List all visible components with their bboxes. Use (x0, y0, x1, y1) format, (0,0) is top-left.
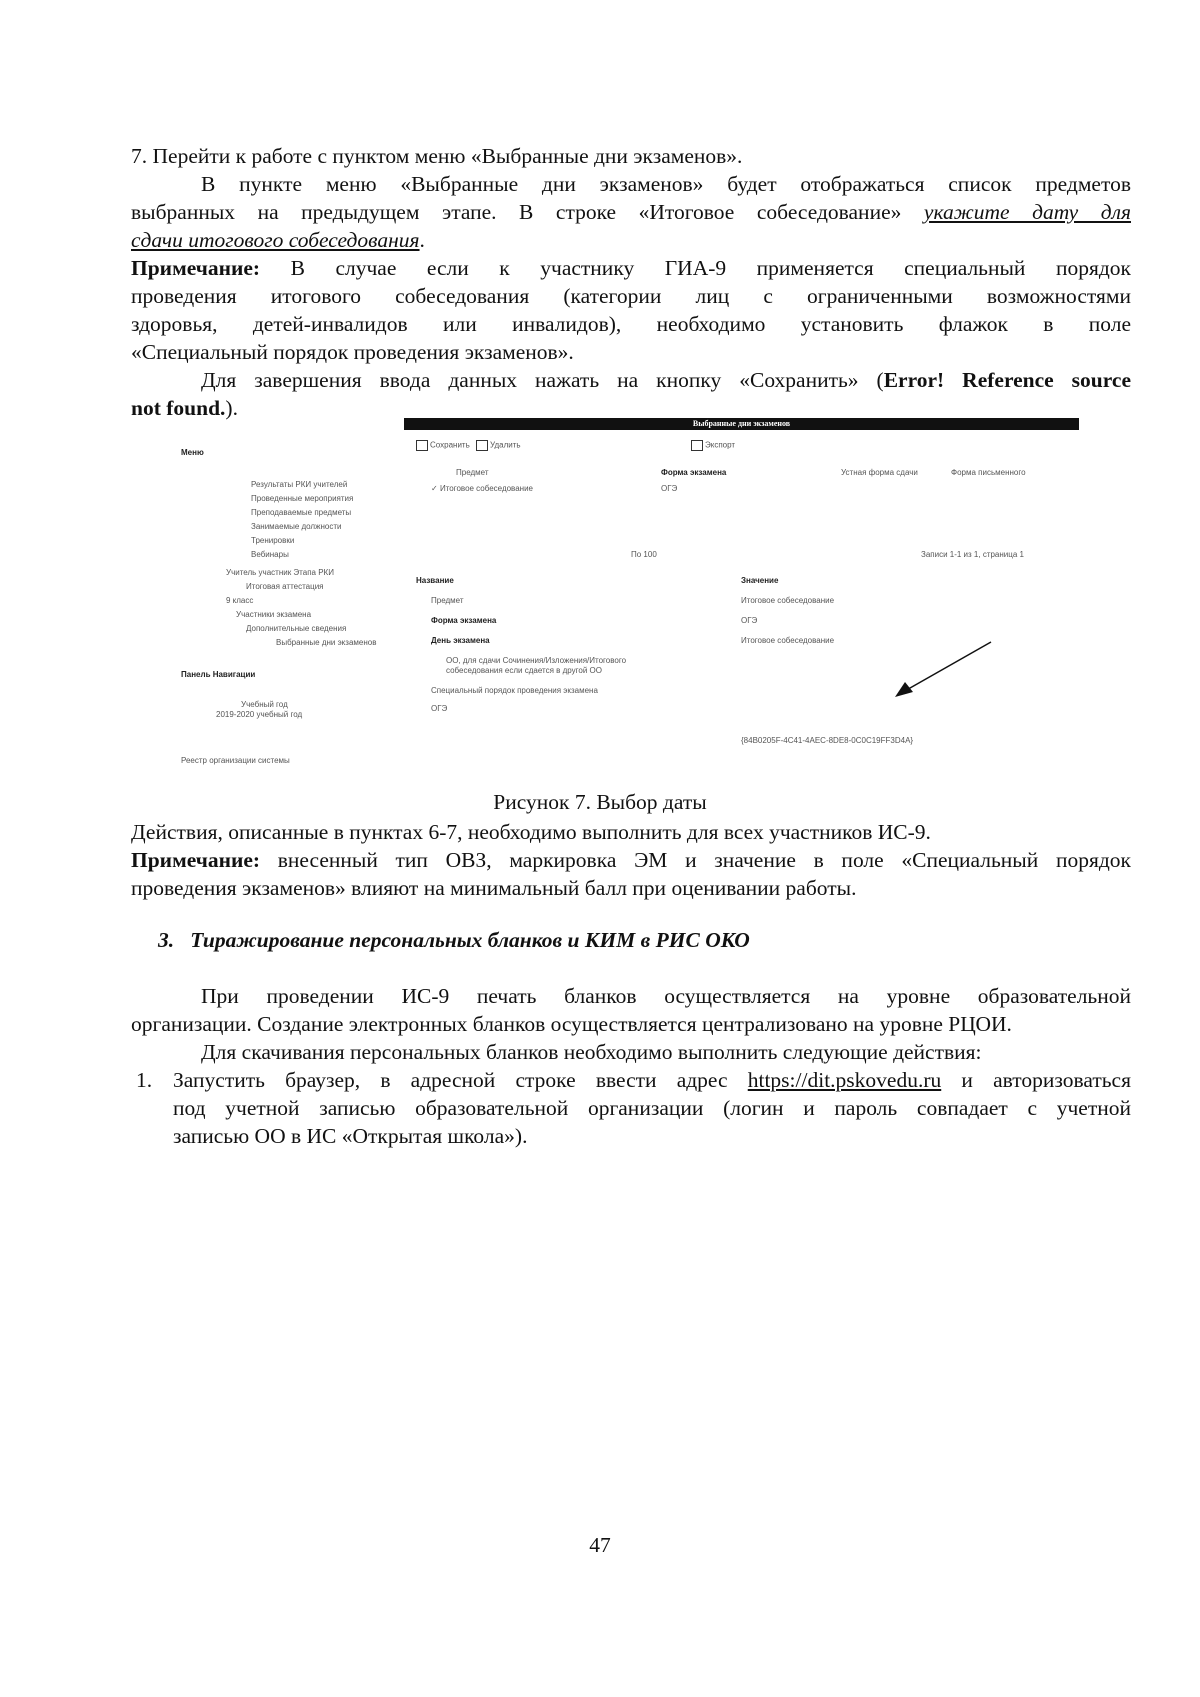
column-header[interactable]: Форма письменного (951, 468, 1026, 477)
window-title: Выбранные дни экзаменов (404, 418, 1079, 430)
figure-caption: Рисунок 7. Выбор даты (493, 790, 707, 814)
menu-item[interactable]: Результаты РКИ учителей (251, 480, 348, 489)
note: Примечание: В случае если к участнику ГИА-9 применяется специальный порядок (131, 256, 1131, 280)
export-button[interactable]: Экспорт (691, 440, 735, 451)
menu-item[interactable]: Дополнительные сведения (246, 624, 347, 633)
menu-item[interactable]: 9 класс (226, 596, 254, 605)
save-button[interactable]: Сохранить (416, 440, 470, 451)
list-item: Запустить браузер, в адресной строке ввести адрес https://dit.pskovedu.ru и авторизоваться под учетной записью образовательной организации (логин и пароль совпадает с учетной записью ОО в ИС «Открытая школа»). (173, 1068, 1131, 1148)
delete-icon (476, 440, 488, 451)
record-guid: {84B0205F-4C41-4AEC-8DE8-0C0C19FF3D4A} (741, 736, 914, 745)
menu-item[interactable]: Вебинары (251, 550, 289, 559)
link-dit-pskovedu[interactable]: https://dit.pskovedu.ru (747, 1068, 942, 1092)
paragraph: Действия, описанные в пунктах 6-7, необходимо выполнить для всех участников ИС-9. (131, 820, 931, 844)
save-icon (416, 440, 428, 451)
nav-panel-label: Панель Навигации (181, 670, 256, 679)
arrow-annotation (891, 640, 1001, 700)
page-size-select[interactable]: По 100 (631, 550, 657, 559)
page-number: 47 (589, 1533, 611, 1557)
column-header[interactable]: Устная форма сдачи (841, 468, 918, 477)
detail-header: Название (416, 576, 454, 585)
column-header[interactable]: Предмет (456, 468, 489, 477)
records-info: Записи 1-1 из 1, страница 1 (921, 550, 1024, 559)
detail-value: Итоговое собеседование (741, 596, 835, 605)
paragraph: организации. Создание электронных бланков осуществляется централизовано на уровне РЦОИ. (131, 1012, 1012, 1036)
error-reference: not found. (131, 396, 226, 420)
paragraph: При проведении ИС-9 печать бланков осуществляется на уровне образовательной (201, 984, 1131, 1008)
underlined-instruction: сдачи итогового собеседования (131, 228, 420, 252)
paragraph: сдачи итогового собеседования. (131, 228, 425, 252)
paragraph: выбранных на предыдущем этапе. В строке «Итоговое собеседование» укажите дату для (131, 200, 1131, 224)
detail-label: собеседования если сдается в другой ОО (446, 666, 602, 675)
error-reference: Error! Reference source (883, 368, 1131, 392)
detail-label: Форма экзамена (431, 616, 497, 625)
note-line: здоровья, детей-инвалидов или инвалидов), необходимо установить флажок в поле (131, 312, 1131, 336)
detail-label: Специальный порядок проведения экзамена (431, 686, 598, 695)
section-heading: 3. Тиражирование персональных бланков и КИМ в РИС ОКО (158, 928, 750, 952)
menu-item[interactable]: Преподаваемые предметы (251, 508, 352, 517)
detail-value: ОГЭ (741, 616, 758, 625)
paragraph: not found.). (131, 396, 238, 420)
menu-item[interactable]: Тренировки (251, 536, 295, 545)
detail-label: ОО, для сдачи Сочинения/Изложения/Итогового (446, 656, 627, 665)
menu-item-selected[interactable]: Выбранные дни экзаменов (276, 638, 377, 647)
underlined-instruction: укажите дату для (923, 200, 1131, 224)
paragraph: Для завершения ввода данных нажать на кнопку «Сохранить» (Error! Reference source (201, 368, 1131, 392)
menu-item[interactable]: Занимаемые должности (251, 522, 342, 531)
exam-day-field[interactable]: Итоговое собеседование (741, 636, 835, 645)
menu-item[interactable]: Итоговая аттестация (246, 582, 324, 591)
note-label: Примечание: (131, 256, 261, 280)
list-item-7: 7. Перейти к работе с пунктом меню «Выбранные дни экзаменов». (131, 144, 743, 168)
paragraph: В пункте меню «Выбранные дни экзаменов» будет отображаться список предметов (201, 172, 1131, 196)
detail-label: День экзамена (431, 636, 490, 645)
table-row[interactable]: ✓ Итоговое собеседование (431, 484, 533, 493)
menu-item[interactable]: Учитель участник Этапа РКИ (226, 568, 334, 577)
detail-value: ОГЭ (431, 704, 448, 713)
menu-item[interactable]: Проведенные мероприятия (251, 494, 354, 503)
detail-header: Значение (741, 576, 779, 585)
menu-label: Меню (181, 448, 204, 457)
note-label: Примечание: (131, 848, 261, 872)
note-line: проведения итогового собеседования (категории лиц с ограниченными возможностями (131, 284, 1131, 308)
registry-label: Реестр организации системы (181, 756, 290, 765)
list-number: 1. (136, 1068, 153, 1092)
note: Примечание: внесенный тип ОВЗ, маркировка ЭМ и значение в поле «Специальный порядок (131, 848, 1131, 872)
paragraph: Для скачивания персональных бланков необходимо выполнить следующие действия: (201, 1040, 982, 1064)
school-year-value[interactable]: 2019-2020 учебный год (216, 710, 303, 719)
detail-label: Предмет (431, 596, 464, 605)
note-line: «Специальный порядок проведения экзаменов». (131, 340, 574, 364)
table-cell: ОГЭ (661, 484, 678, 493)
school-year-label: Учебный год (241, 700, 288, 709)
menu-item[interactable]: Участники экзамена (236, 610, 312, 619)
figure-screenshot (131, 418, 1079, 790)
export-icon (691, 440, 703, 451)
column-header[interactable]: Форма экзамена (661, 468, 727, 477)
delete-button[interactable]: Удалить (476, 440, 521, 451)
note-line: проведения экзаменов» влияют на минимальный балл при оценивании работы. (131, 876, 857, 900)
